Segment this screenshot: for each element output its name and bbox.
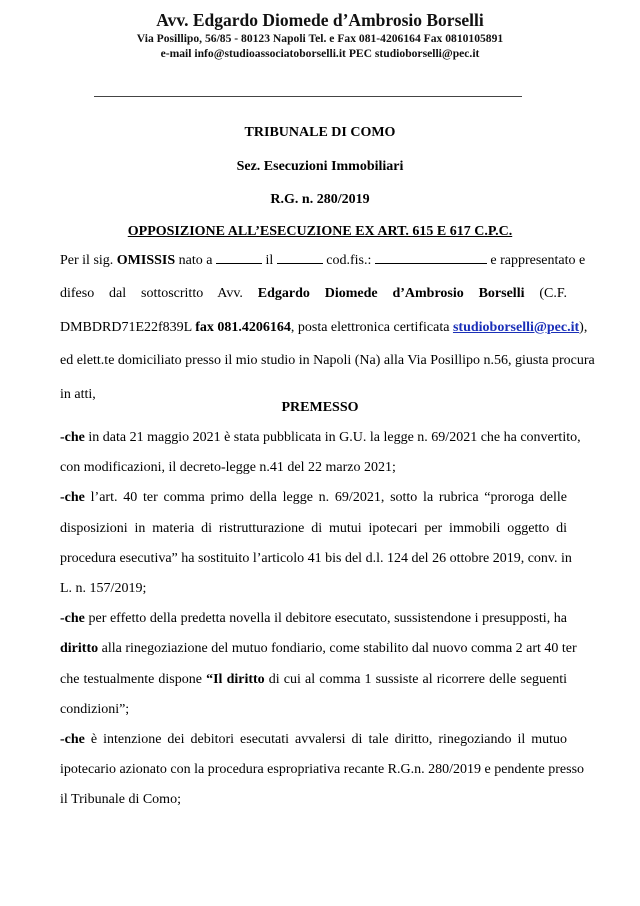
birthplace-blank	[216, 251, 262, 264]
office-address: Via Posillipo, 56/85 - 80123 Napoli Tel. e Fax 081-4206164 Fax 0810105891	[136, 32, 504, 45]
clause-2-line-2: disposizioni in materia di ristrutturazione di mutui ipotecari per immobili oggetto di	[60, 520, 567, 536]
clause-2-line-4: L. n. 157/2019;	[60, 580, 147, 596]
email-address[interactable]: info@studioassociatoborselli.it	[194, 47, 346, 60]
clause-2-line-3: procedura esecutiva” ha sostituito l’articolo 41 bis del d.l. 124 del 26 ottobre 2019, conv. in	[60, 550, 572, 566]
clause-4-line-3: il Tribunale di Como;	[60, 792, 181, 808]
intro-line-1: Per il sig. OMISSIS nato a il cod.fis.: e rappresentato e	[60, 253, 586, 268]
birthdate-blank	[277, 251, 323, 264]
clause-1-line-2: con modificazioni, il decreto-legge n.41 del 22 marzo 2021;	[60, 460, 396, 476]
clause-3-line-3: che testualmente dispone “Il diritto di cui al comma 1 sussiste al ricorrere delle seguenti	[60, 671, 568, 687]
premesso-list	[60, 429, 585, 821]
client-name: OMISSIS	[116, 253, 176, 268]
court-section: Sez. Esecuzioni Immobiliari	[236, 159, 404, 174]
intro-paragraph	[60, 251, 595, 420]
intro-line-3: DMBDRD71E22f839L fax 081.4206164, posta elettronica certificata studioborselli@pec.it),	[60, 319, 588, 335]
intro-line-2: difeso dal sottoscritto Avv. Edgardo Diomede d’Ambrosio Borselli (C.F.	[60, 285, 567, 301]
letterhead-divider	[94, 96, 522, 97]
clause-4-line-2: ipotecario azionato con la procedura espropriativa recante R.G.n. 280/2019 e pendente presso	[60, 762, 585, 778]
letterhead	[0, 10, 640, 61]
pec-address[interactable]: studioborselli@pec.it	[374, 47, 480, 60]
lawyer-tax-code: DMBDRD71E22f839L	[60, 319, 192, 335]
clause-3-line-4: condizioni”;	[60, 701, 130, 717]
case-number: R.G. n. 280/2019	[270, 192, 370, 207]
lawyer-name-inline: Edgardo Diomede d’Ambrosio Borselli	[257, 285, 525, 301]
court-name: TRIBUNALE DI COMO	[244, 125, 396, 140]
intro-line-4: ed elett.te domiciliato presso il mio studio in Napoli (Na) alla Via Posillipo n.56, giusta procura	[60, 353, 595, 369]
contact-line	[0, 46, 640, 61]
lawyer-fax: fax 081.4206164	[195, 319, 291, 335]
email-label: e-mail	[160, 47, 192, 60]
intro-line-5: in atti,	[60, 387, 96, 403]
clause-1-line-1: -che in data 21 maggio 2021 è stata pubblicata in G.U. la legge n. 69/2021 che ha convertito,	[60, 430, 581, 445]
document-title: OPPOSIZIONE ALL’ESECUZIONE EX ART. 615 E 617 C.P.C.	[127, 224, 513, 239]
tax-code-blank	[375, 251, 487, 264]
pec-label: PEC	[348, 47, 372, 60]
clause-3-line-2: diritto alla rinegoziazione del mutuo fondiario, come stabilito dal nuovo comma 2 art 40 ter	[60, 641, 577, 657]
clause-4-line-1: -che è intenzione dei debitori esecutati avvalersi di tale diritto, rinegoziando il mutuo	[60, 731, 567, 747]
pec-link[interactable]: studioborselli@pec.it	[452, 319, 580, 335]
clause-2-line-1: -che l’art. 40 ter comma primo della legge n. 69/2021, sotto la rubrica “proroga delle	[60, 490, 568, 506]
clause-3-line-1: -che per effetto della predetta novella il debitore esecutato, sussistendone i presupposti, ha	[60, 611, 567, 627]
lawyer-name: Avv. Edgardo Diomede d’Ambrosio Borselli	[156, 10, 484, 30]
premesso-heading: PREMESSO	[281, 400, 359, 415]
